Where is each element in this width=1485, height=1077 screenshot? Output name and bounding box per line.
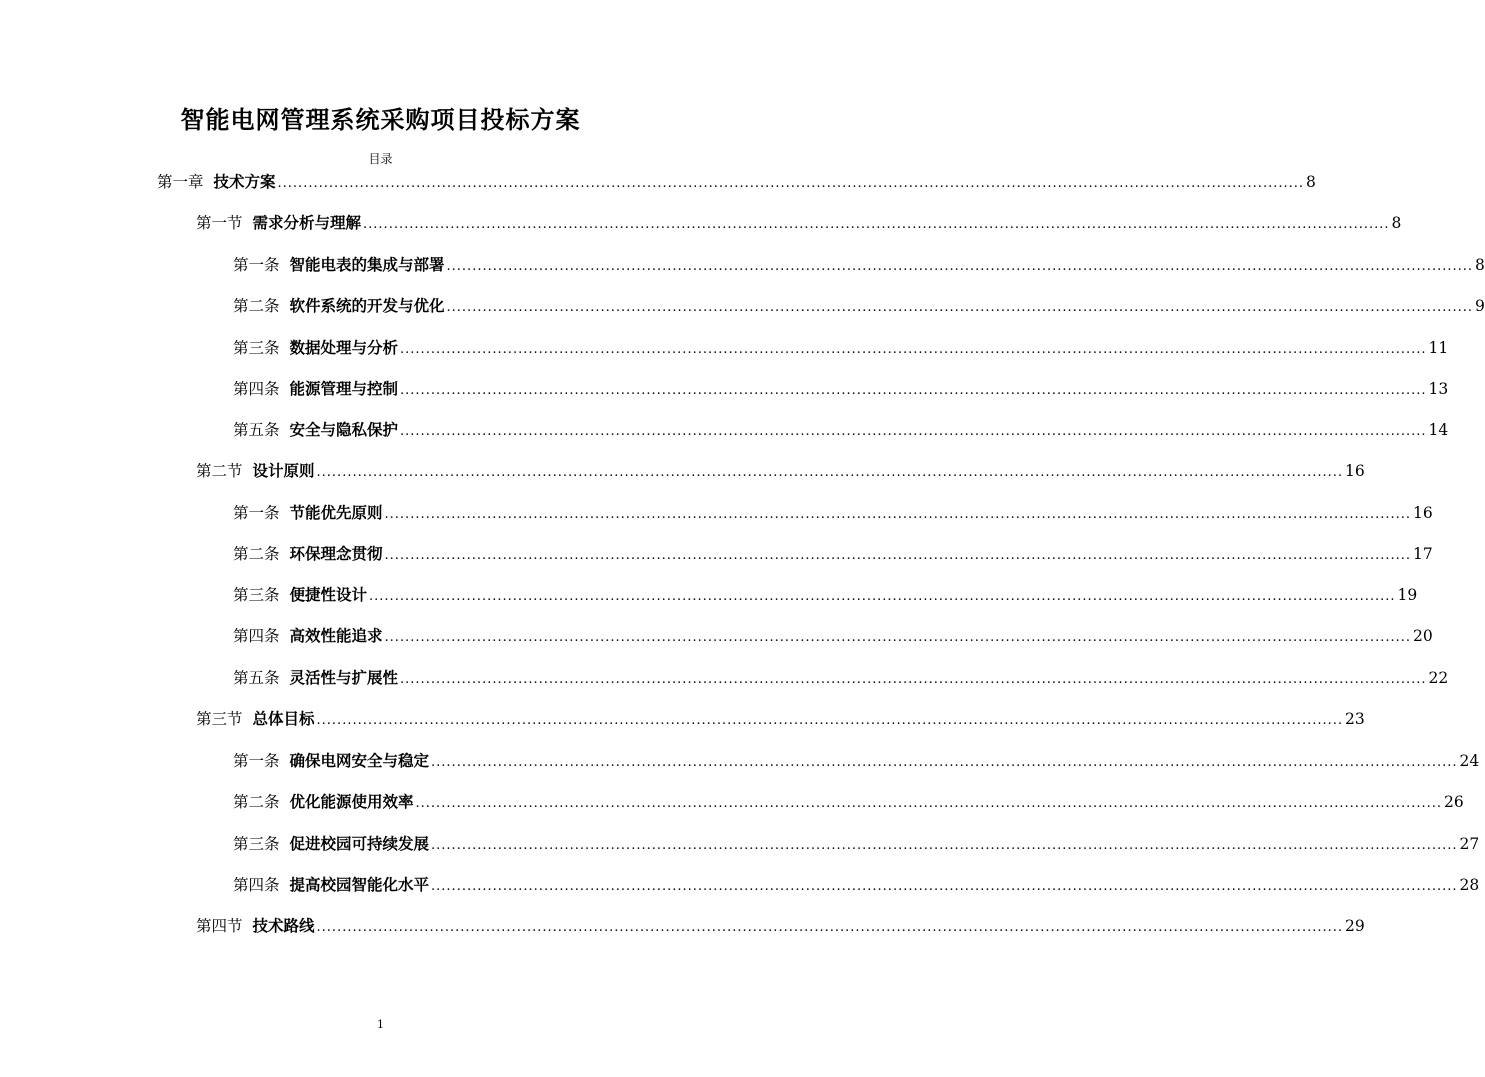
toc-entry[interactable] [233,583,1418,607]
toc-entry-number: 第四条 [233,380,280,398]
toc-entry-title: 智能电表的集成与部署 [289,255,445,274]
toc-entry[interactable] [233,749,1480,773]
toc-entry-number: 第三节 [196,710,243,728]
toc-entry-page: 29 [1345,917,1365,935]
toc-leader-dots: ........................................................................................................................................................................................................ [316,713,1343,728]
toc-entry-page: 8 [1475,256,1485,274]
toc-entry-title: 总体目标 [252,709,315,728]
toc-entry-page: 17 [1413,545,1433,563]
toc-entry-title: 灵活性与扩展性 [289,668,399,687]
toc-entry-number: 第四条 [233,876,280,894]
toc-leader-dots: ........................................................................................................................................................................................................ [384,630,1411,645]
toc-entry-number: 第二条 [233,793,280,811]
toc-entry-title: 设计原则 [252,461,315,480]
toc-entry-number: 第五条 [233,421,280,439]
toc-leader-dots: ........................................................................................................................................................................................................ [400,424,1427,439]
document-title: 智能电网管理系统采购项目投标方案 [180,105,581,134]
toc-entry-page: 28 [1459,876,1480,894]
toc-entry[interactable] [233,377,1449,401]
toc-leader-dots: ........................................................................................................................................................................................................ [431,755,1458,770]
toc-leader-dots: ........................................................................................................................................................................................................ [415,796,1442,811]
toc-entry-page: 24 [1459,752,1480,770]
toc-entry-title: 高效性能追求 [289,626,383,645]
toc-entry-title: 节能优先原则 [289,503,383,522]
toc-entry-page: 13 [1428,380,1449,398]
toc-entry[interactable] [233,624,1433,648]
toc-entry[interactable] [233,418,1449,442]
toc-entry-number: 第二条 [233,545,280,563]
toc-entry-page: 16 [1345,462,1365,480]
toc-entry[interactable] [233,542,1433,566]
toc-entry-number: 第三条 [233,339,280,357]
toc-leader-dots: ........................................................................................................................................................................................................ [400,342,1427,357]
toc-entry-page: 27 [1459,835,1480,853]
toc-entry-page: 9 [1475,297,1485,315]
toc-leader-dots: ........................................................................................................................................................................................................ [431,879,1458,894]
toc-leader-dots: ........................................................................................................................................................................................................ [384,507,1411,522]
toc-leader-dots: ........................................................................................................................................................................................................ [277,176,1304,191]
toc-entry-title: 需求分析与理解 [252,213,362,232]
toc-entry-page: 26 [1444,793,1464,811]
toc-entry-title: 技术路线 [252,916,315,935]
toc-leader-dots: ........................................................................................................................................................................................................ [400,383,1427,398]
toc-entry-number: 第三条 [233,586,280,604]
toc-entry-title: 提高校园智能化水平 [289,875,430,894]
toc-leader-dots: ........................................................................................................................................................................................................ [431,838,1458,853]
toc-entry-title: 便捷性设计 [289,585,368,604]
toc-entry-number: 第四条 [233,627,280,645]
toc-entry-number: 第一章 [157,173,204,191]
toc-entry-title: 促进校园可持续发展 [289,834,430,853]
toc-entry[interactable] [233,294,1485,318]
toc-leader-dots: ........................................................................................................................................................................................................ [446,259,1473,274]
toc-heading: 目录 [368,152,393,166]
toc-entry-page: 11 [1428,339,1449,357]
toc-entry-title: 安全与隐私保护 [289,420,399,439]
toc-entry[interactable] [233,832,1480,856]
toc-entry-title: 确保电网安全与稳定 [289,751,430,770]
toc-entry-page: 16 [1413,504,1433,522]
toc-entry-page: 14 [1428,421,1449,439]
toc-entry[interactable] [233,666,1449,690]
toc-entry[interactable] [233,336,1449,360]
toc-entry-title: 软件系统的开发与优化 [289,296,445,315]
toc-entry-number: 第二节 [196,462,243,480]
toc-entry-title: 数据处理与分析 [289,338,399,357]
toc-entry-number: 第一条 [233,504,280,522]
toc-entry-page: 8 [1306,173,1316,191]
toc-entry[interactable] [233,501,1433,525]
toc-entry-number: 第四节 [196,917,243,935]
toc-entry[interactable] [233,790,1464,814]
toc-entry[interactable] [196,914,1365,938]
toc-entry-number: 第一条 [233,752,280,770]
toc-entry-number: 第一条 [233,256,280,274]
toc-entry[interactable] [196,459,1365,483]
toc-entry-number: 第五条 [233,669,280,687]
toc-entry-number: 第一节 [196,214,243,232]
toc-entry-page: 23 [1345,710,1365,728]
toc-entry-number: 第三条 [233,835,280,853]
toc-leader-dots: ........................................................................................................................................................................................................ [316,920,1343,935]
toc-entry[interactable] [157,170,1316,194]
toc-leader-dots: ........................................................................................................................................................................................................ [400,672,1427,687]
toc-entry-page: 8 [1391,214,1402,232]
toc-entry[interactable] [196,707,1365,731]
toc-entry[interactable] [196,211,1402,235]
toc-entry-title: 能源管理与控制 [289,379,399,398]
toc-entry-number: 第二条 [233,297,280,315]
toc-entry-title: 环保理念贯彻 [289,544,383,563]
toc-entry-page: 22 [1428,669,1449,687]
toc-entry-title: 优化能源使用效率 [289,792,414,811]
toc-leader-dots: ........................................................................................................................................................................................................ [316,465,1343,480]
toc-entry-page: 20 [1413,627,1433,645]
toc-leader-dots: ........................................................................................................................................................................................................ [384,548,1411,563]
toc-entry-title: 技术方案 [213,172,276,191]
toc-leader-dots: ........................................................................................................................................................................................................ [363,217,1390,232]
toc-entry-page: 19 [1397,586,1418,604]
toc-entry[interactable] [233,873,1480,897]
page-number: 1 [377,1018,384,1031]
toc-entry[interactable] [233,253,1485,277]
toc-leader-dots: ........................................................................................................................................................................................................ [446,300,1473,315]
toc-leader-dots: ........................................................................................................................................................................................................ [369,589,1396,604]
